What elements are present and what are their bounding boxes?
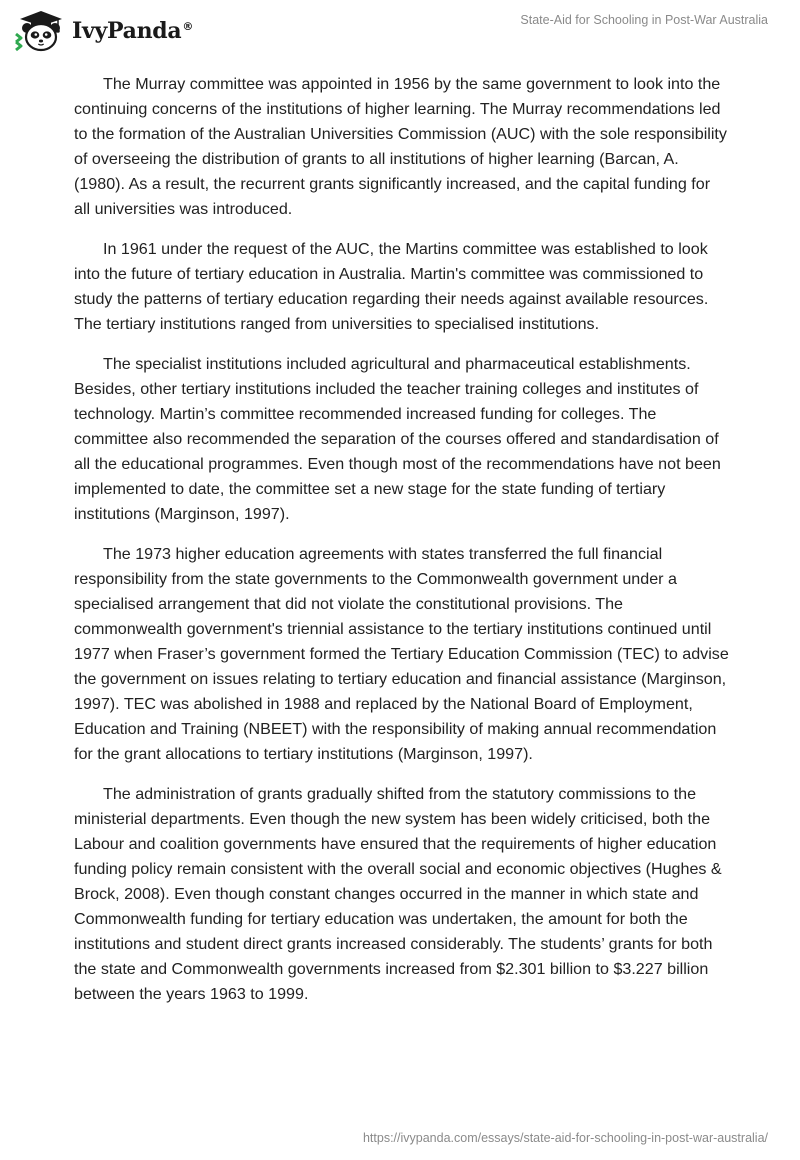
essay-body <box>74 72 730 1022</box>
paragraph-1: The Murray committee was appointed in 1956 by the same government to look into the continuing concerns of the institutions of higher learning. The Murray recommendations led to the formation of the Australian Universities Commission (AUC) with the sole responsibility of overseeing the distribution of grants to all institutions of higher learning (Barcan, A. (1980). As a result, the recurrent grants significantly increased, and the capital funding for all universities was introduced. <box>74 75 727 218</box>
paragraph-2: In 1961 under the request of the AUC, the Martins committee was established to look into the future of tertiary education in Australia. Martin's committee was commissioned to study the patterns of tertiary education regarding their needs against available resources. The tertiary institutions ranged from universities to specialised institutions. <box>74 240 709 333</box>
source-url-link[interactable]: https://ivypanda.com/essays/state-aid-for-schooling-in-post-war-australia/ <box>362 1131 768 1145</box>
ivypanda-logo[interactable] <box>14 8 193 52</box>
panda-graduate-icon <box>14 8 66 52</box>
paragraph-3: The specialist institutions included agricultural and pharmaceutical establishments. Besides, other tertiary institutions included the teacher training colleges and institutes of technology. Martin’s committee recommended increased funding for colleges. The committee also recommended the separation of the courses offered and standardisation of all the educational programmes. Even though most of the recommendations have not been implemented to date, the committee set a new stage for the state funding of tertiary institutions (Marginson, 1997). <box>74 355 721 523</box>
logo-wordmark: IvyPanda® <box>72 18 194 44</box>
document-title: State-Aid for Schooling in Post-War Australia <box>520 13 768 27</box>
registered-mark: ® <box>182 19 194 33</box>
paragraph-4: The 1973 higher education agreements with states transferred the full financial responsibility from the state governments to the Commonwealth government under a specialised arrangement that did not violate the constitutional provisions. The commonwealth government's triennial assistance to the tertiary institutions continued until 1977 when Fraser’s government formed the Tertiary Education Commission (TEC) to advise the government on issues relating to tertiary education and financial assistance (Marginson, 1997). TEC was abolished in 1988 and replaced by the National Board of Employment, Education and Training (NBEET) with the responsibility of making annual recommendation for the grant allocations to tertiary institutions (Marginson, 1997). <box>74 545 729 763</box>
page-header <box>0 0 800 60</box>
paragraph-5: The administration of grants gradually shifted from the statutory commissions to the ministerial departments. Even though the new system has been widely criticised, both the Labour and coalition governments have ensured that the requirements of higher education funding policy remain consistent with the overall social and economic objectives (Hughes & Brock, 2008). Even though constant changes occurred in the manner in which state and Commonwealth funding for tertiary education was undertaken, the amount for both the institutions and student direct grants increased considerably. The students’ grants for both the state and Commonwealth governments increased from $2.301 billion to $3.227 billion between the years 1963 to 1999. <box>74 785 722 1003</box>
